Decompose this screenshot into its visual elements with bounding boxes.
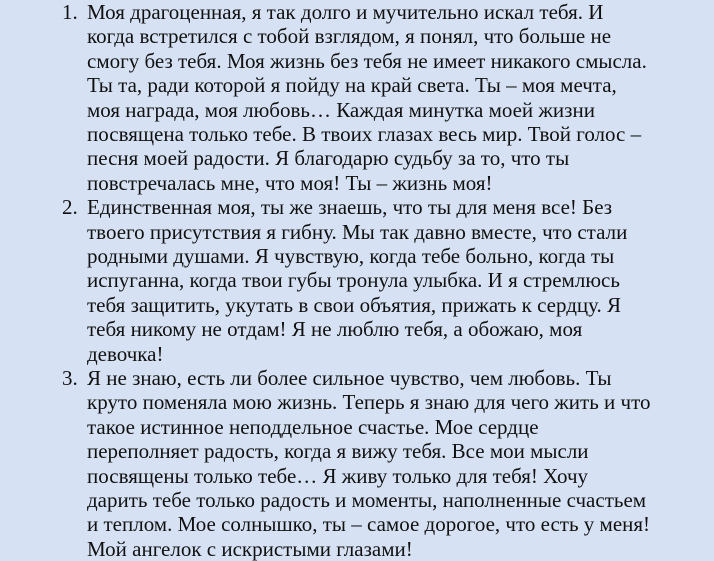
text-line: повстречалась мне, что моя! Ты – жизнь моя! (87, 170, 493, 195)
text-line: моя награда, моя любовь… Каждая минутка моей жизни (87, 97, 595, 122)
text-line: смогу без тебя. Моя жизнь без тебя не имеет никакого смысла. (87, 48, 647, 73)
text-line: песня моей радости. Я благодарю судьбу за то, что ты (87, 146, 570, 171)
list-number: 3. (62, 366, 78, 390)
text-line: и теплом. Мое солнышко, ты – самое дорогое, что есть у меня! (87, 512, 651, 537)
list-number: 2. (62, 195, 78, 220)
text-line: круто поменяла мою жизнь. Теперь я знаю для чего жить и что (87, 390, 651, 415)
text-line: переполняет радость, когда я вижу тебя. Все мои мысли (87, 439, 589, 464)
text-line: тебя защитить, укутать в свои объятия, прижать к сердцу. Я (87, 292, 622, 317)
text-line: дарить тебе только радость и моменты, наполненные счастьем (87, 488, 647, 512)
text-line: посвящены только тебе… Я живу только для тебя! Хочу (87, 463, 589, 488)
text-line: твоего присутствия я гибну. Мы так давно вместе, что стали (87, 219, 628, 244)
text-line: Единственная моя, ты же знаешь, что ты для меня все! Без (87, 195, 613, 220)
text-line: когда встретился с тобой взглядом, я понял, что больше не (87, 24, 612, 49)
text-line: Моя драгоценная, я так долго и мучительно искал тебя. И (87, 0, 604, 24)
text-line: тебя никому не отдам! Я не люблю тебя, а обожаю, моя (87, 317, 583, 342)
text-line: испуганна, когда твои губы тронула улыбка. И я стремлюсь (87, 268, 620, 293)
text-line: Ты та, ради которой я пойду на край света. Ты – моя мечта, (87, 73, 617, 98)
text-line: девочка! (87, 341, 164, 366)
text-line: родными душами. Я чувствую, когда тебе больно, когда ты (87, 243, 615, 268)
text-line: посвящена только тебе. В твоих глазах весь мир. Твой голос – (87, 122, 642, 146)
list-number: 1. (62, 0, 78, 24)
text-line: такое истинное неподдельное счастье. Мое сердце (87, 414, 539, 439)
text-line: Мой ангелок с искристыми глазами! (87, 536, 413, 561)
text-line: Я не знаю, есть ли более сильное чувство, чем любовь. Ты (87, 366, 612, 390)
